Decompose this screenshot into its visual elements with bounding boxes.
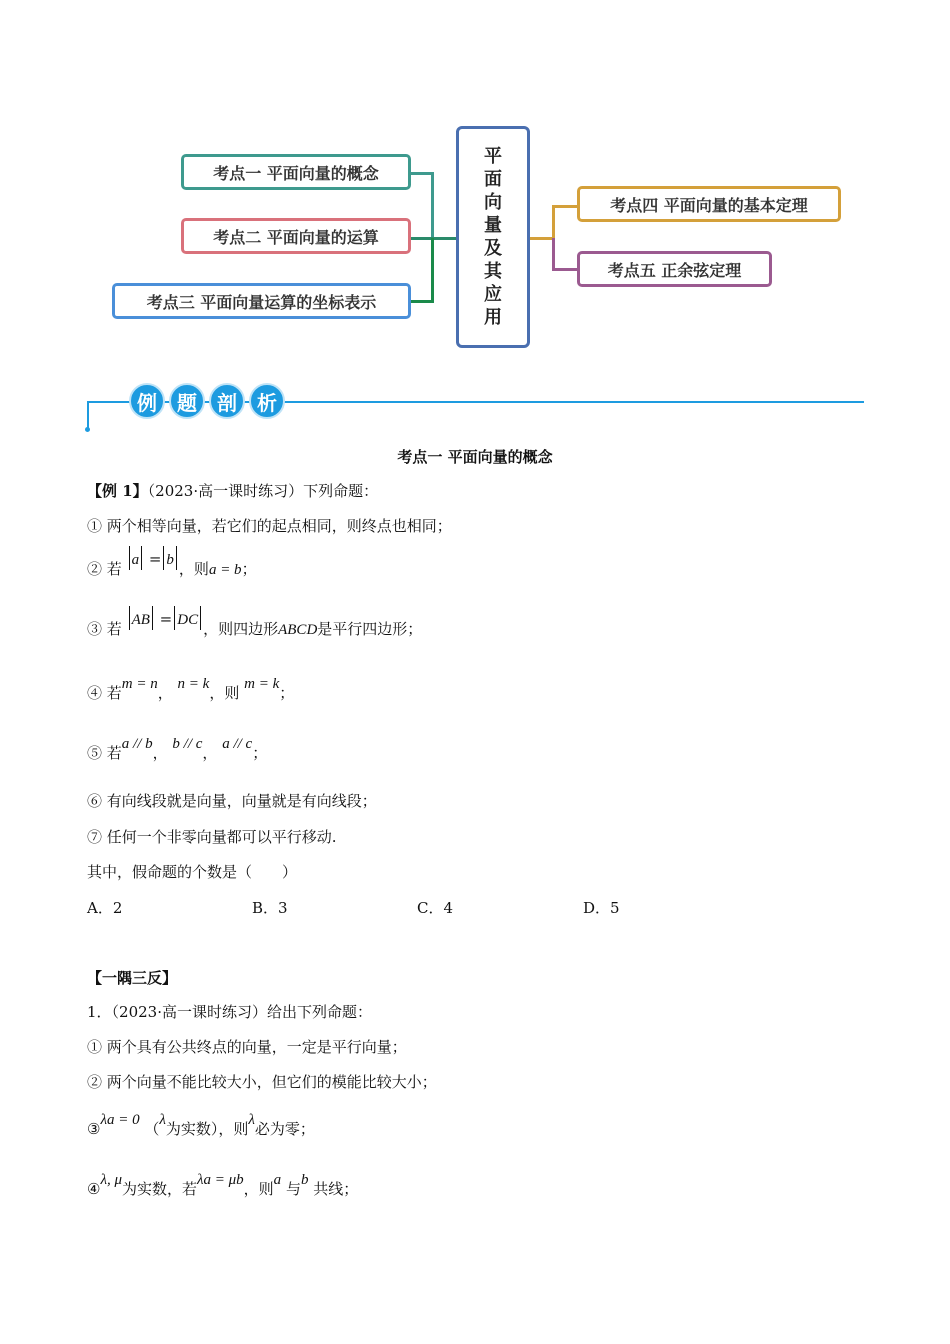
- center-char: 量: [484, 215, 502, 236]
- math-a: a: [131, 552, 140, 568]
- math-dc: DC: [177, 612, 199, 628]
- prop-text: 共线；: [313, 1180, 359, 1198]
- banner-char: 剖: [209, 383, 245, 419]
- prop-text: ，则: [209, 684, 240, 702]
- prop-text: 与: [285, 1180, 301, 1198]
- example-prop-4: [87, 676, 295, 703]
- math-expr: m = k: [244, 676, 280, 692]
- prop-prefix: ⑤ 若: [87, 744, 122, 762]
- topic-4-box[interactable]: [577, 186, 841, 222]
- example-prop-7: ⑦ 任何一个非零向量都可以平行移动.: [87, 828, 337, 846]
- math-a: a: [273, 1172, 282, 1188]
- math-expr: b // c: [172, 736, 203, 752]
- prop-text: ；: [279, 684, 295, 702]
- connector-3-v: [431, 238, 434, 302]
- banner-char: 析: [249, 383, 285, 419]
- connector-right: [530, 237, 554, 240]
- math-lambda: λ: [159, 1112, 166, 1128]
- banner-left-tick: [87, 401, 89, 429]
- math-lambda: λ: [248, 1112, 255, 1128]
- topic-5-label: 考点五 正余弦定理: [607, 260, 742, 280]
- topic-3-box[interactable]: [112, 283, 411, 319]
- center-char: 向: [484, 192, 502, 213]
- prop-text: 必为零；: [254, 1120, 315, 1138]
- prop-prefix: ③ 若: [87, 620, 122, 638]
- prop-text: ；: [252, 744, 268, 762]
- example-prop-1: ① 两个相等向量，若它们的起点相同，则终点也相同；: [87, 517, 452, 535]
- section-title: 考点一 平面向量的概念: [397, 448, 553, 466]
- topic-5-box[interactable]: [577, 251, 772, 287]
- center-char: 用: [484, 307, 502, 328]
- example-prop-6: ⑥ 有向线段就是向量，向量就是有向线段；: [87, 792, 377, 810]
- banner-char: 题: [169, 383, 205, 419]
- prop-text: ，则: [178, 560, 209, 578]
- option-b[interactable]: B．3: [252, 899, 288, 917]
- option-c[interactable]: C．4: [417, 899, 454, 917]
- math-expr: a = b: [208, 562, 242, 578]
- math-expr: a // b: [121, 736, 153, 752]
- math-quad: ABCD: [278, 622, 318, 638]
- prop-text: 为实数），则: [165, 1120, 249, 1138]
- topic-2-label: 考点二 平面向量的运算: [213, 227, 379, 247]
- practice-prop-4: [87, 1172, 359, 1199]
- center-topic-box[interactable]: [456, 126, 530, 348]
- practice-heading: 【一隅三反】: [87, 969, 178, 987]
- prop-text: 是平行四边形；: [317, 620, 423, 638]
- prop-text: ，: [157, 684, 173, 702]
- topic-4-label: 考点四 平面向量的基本定理: [610, 195, 808, 215]
- example-header: [87, 480, 378, 501]
- prop-text: ；: [241, 560, 257, 578]
- topic-1-box[interactable]: [181, 154, 411, 190]
- practice-q1: 1．（2023·高一课时练习）给出下列命题：: [87, 1003, 372, 1021]
- prop-text: ，则四边形: [203, 620, 279, 638]
- option-d[interactable]: D．5: [583, 899, 620, 917]
- prop-prefix: ④: [87, 1180, 101, 1198]
- math-expr: m = n: [121, 676, 158, 692]
- connector-1-v: [431, 172, 434, 238]
- math-eq: =: [159, 610, 173, 628]
- connector-4-v: [552, 205, 555, 238]
- prop-prefix: ② 若: [87, 560, 122, 578]
- topic-3-label: 考点三 平面向量运算的坐标表示: [146, 292, 377, 312]
- example-question: 其中，假命题的个数是（ ）: [87, 863, 298, 881]
- practice-prop-3: [87, 1112, 315, 1139]
- math-expr: n = k: [177, 676, 210, 692]
- center-char: 及: [484, 238, 502, 259]
- math-eq: =: [148, 550, 162, 568]
- prop-text: 为实数，若: [121, 1180, 197, 1198]
- center-char: 平: [484, 146, 502, 167]
- example-source: （2023·高一课时练习）下列命题：: [147, 482, 379, 500]
- center-char: 面: [484, 169, 502, 190]
- math-expr: λa = 0: [100, 1112, 140, 1128]
- math-expr: a // c: [222, 736, 253, 752]
- example-prop-2: [87, 550, 257, 580]
- topic-2-box[interactable]: [181, 218, 411, 254]
- center-char: 其: [484, 261, 502, 282]
- example-tag: 【例 1】: [87, 482, 148, 500]
- prop-text: ，: [152, 744, 168, 762]
- example-prop-3: [87, 610, 423, 640]
- connector-3: [411, 300, 434, 303]
- connector-5-v: [552, 238, 555, 270]
- example-prop-5: [87, 736, 268, 763]
- prop-text: ，: [202, 744, 218, 762]
- banner-dot: [85, 427, 90, 432]
- math-ab: AB: [131, 612, 150, 628]
- prop-prefix: ④ 若: [87, 684, 122, 702]
- topic-1-label: 考点一 平面向量的概念: [213, 163, 379, 183]
- banner-char: 例: [129, 383, 165, 419]
- connector-5: [552, 268, 578, 271]
- connector-1: [411, 172, 433, 175]
- connector-4: [552, 205, 578, 208]
- prop-text: （: [144, 1120, 160, 1138]
- practice-prop-1: ① 两个具有公共终点的向量，一定是平行向量；: [87, 1038, 407, 1056]
- math-b: b: [300, 1172, 309, 1188]
- prop-text: ，则: [243, 1180, 274, 1198]
- math-expr: λ, μ: [100, 1172, 122, 1188]
- math-b: b: [166, 552, 174, 568]
- math-expr: λa = μb: [197, 1172, 244, 1188]
- prop-prefix: ③: [87, 1120, 101, 1138]
- practice-prop-2: ② 两个向量不能比较大小，但它们的模能比较大小；: [87, 1073, 437, 1091]
- option-a[interactable]: A．2: [87, 899, 123, 917]
- center-char: 应: [484, 284, 502, 305]
